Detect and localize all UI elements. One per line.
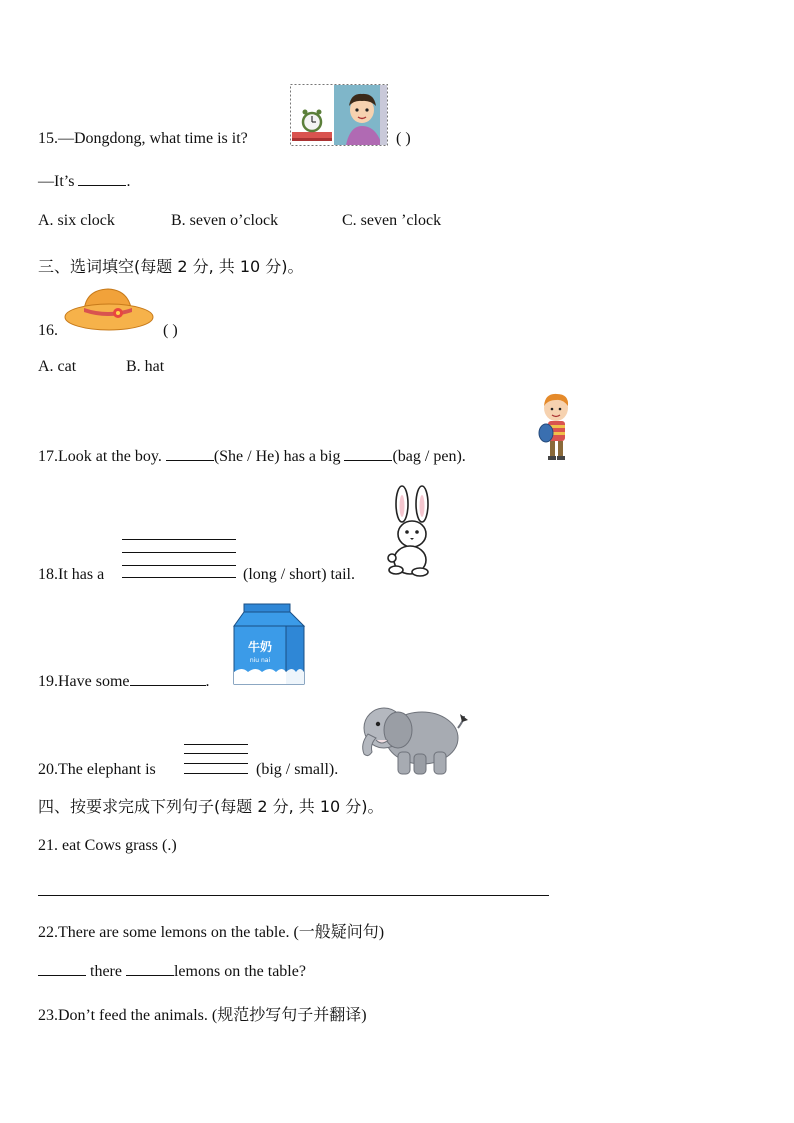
answer-blank[interactable] [344,446,392,461]
question-15 [38,130,248,148]
answer-blank[interactable] [130,671,206,686]
boy-with-bag-picture [536,390,576,462]
question-22-answer-line [38,961,306,981]
clock-boy-picture [290,84,388,146]
question-18-part2: (long / short) tail. [243,566,355,583]
answer-suffix: . [126,173,131,190]
question-16-option-a[interactable]: A. cat [38,358,77,375]
option-b[interactable]: B. seven o’clock [171,212,279,229]
question-22-text: 22.There are some lemons on the table. (一般疑问句) [38,924,385,941]
question-17-part2: (She / He) has a big [213,448,341,465]
question-18 [38,566,104,584]
answer-end: lemons on the table? [173,963,306,980]
question-16-paren: ( ) [163,322,178,339]
answer-lines-stack[interactable] [122,539,236,579]
answer-blank[interactable] [38,961,86,976]
question-19 [38,671,210,691]
question-19-part2: . [205,673,210,690]
answer-mid: there [90,963,122,980]
milk-label: 牛奶 [247,640,273,654]
hat-picture [62,284,156,334]
option-c[interactable]: C. seven ’clock [342,212,442,229]
question-20 [38,761,156,779]
question-16-option-b[interactable]: B. hat [126,358,165,375]
answer-blank[interactable] [78,171,126,186]
rabbit-picture [384,484,440,578]
option-a[interactable]: A. six clock [38,212,115,229]
question-17 [38,446,466,466]
answer-lines-stack[interactable] [184,744,248,776]
section-4-heading: 四、按要求完成下列句子(每题 2 分, 共 10 分)。 [38,797,384,816]
question-19-part1: 19.Have some [38,673,130,690]
question-15-paren: ( ) [396,130,411,147]
section-3-heading: 三、选词填空(每题 2 分, 共 10 分)。 [38,257,304,276]
answer-prefix: —It’s [38,173,75,190]
question-15-options [38,212,115,230]
milk-carton-picture [230,602,308,686]
question-16-number: 16. [38,322,58,339]
milk-pinyin: niu nai [249,657,271,664]
elephant-picture [354,700,468,778]
answer-blank[interactable] [166,446,214,461]
question-20-part2: (big / small). [256,761,339,778]
question-17-part3: (bag / pen). [392,448,466,465]
answer-line[interactable] [38,895,549,896]
question-21-text: 21. eat Cows grass (.) [38,837,177,854]
question-15-answer-line [38,171,130,191]
question-23-text: 23.Don’t feed the animals. (规范抄写句子并翻译) [38,1007,367,1024]
question-20-part1: 20.The elephant is [38,761,156,778]
question-18-part1: 18.It has a [38,566,105,583]
question-15-text: 15.—Dongdong, what time is it? [38,130,248,147]
question-17-part1: 17.Look at the boy. [38,448,162,465]
answer-blank[interactable] [126,961,174,976]
